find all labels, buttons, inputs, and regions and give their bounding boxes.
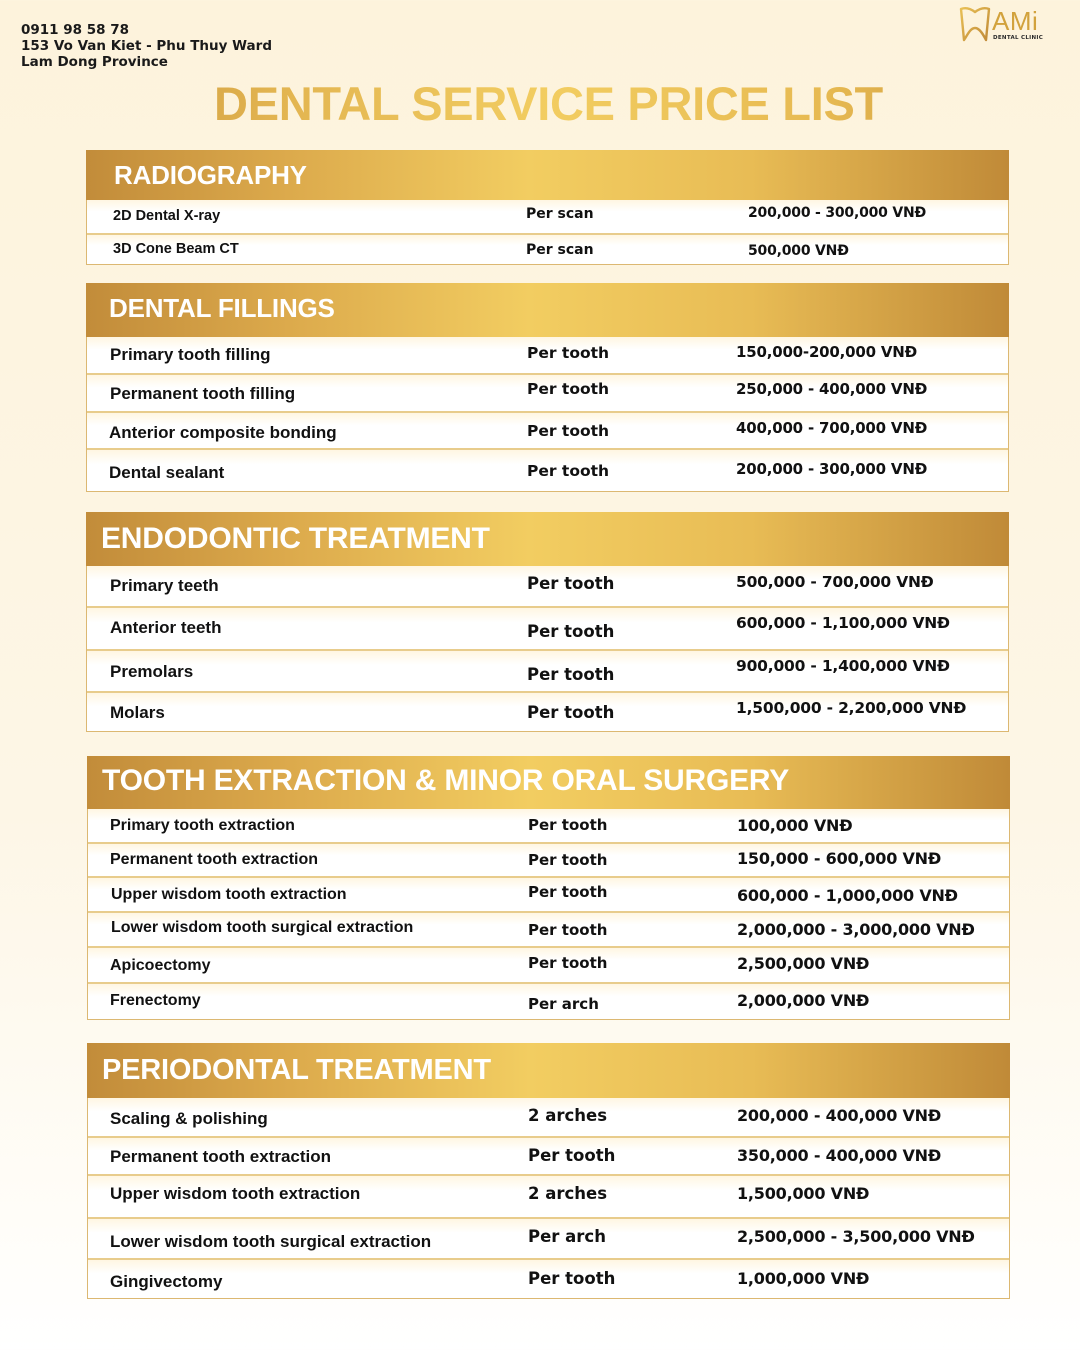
- service-name: Frenectomy: [110, 992, 201, 1009]
- clinic-logo: [958, 6, 1048, 46]
- service-name: Dental sealant: [109, 463, 225, 482]
- table-row: [88, 946, 1009, 982]
- service-name: Upper wisdom tooth extraction: [111, 886, 347, 903]
- logo-brand: AMi: [992, 6, 1039, 36]
- phone-number: 0911 98 58 78: [21, 22, 130, 38]
- service-unit: Per arch: [528, 1227, 606, 1246]
- service-unit: Per tooth: [528, 883, 608, 901]
- service-name: Primary tooth extraction: [110, 817, 295, 834]
- service-price: 100,000 VNĐ: [737, 816, 853, 835]
- section-header: [87, 756, 1010, 809]
- service-price: 1,500,000 - 2,200,000 VNĐ: [736, 699, 967, 717]
- table-row: [87, 448, 1008, 491]
- service-price: 400,000 - 700,000 VNĐ: [736, 419, 928, 437]
- service-name: Scaling & polishing: [110, 1109, 268, 1128]
- service-price: 200,000 - 300,000 VNĐ: [736, 460, 928, 478]
- service-unit: Per tooth: [528, 921, 608, 939]
- service-price: 2,500,000 VNĐ: [737, 954, 870, 973]
- section-header: [86, 512, 1009, 566]
- section-dental-fillings: [86, 283, 1009, 492]
- table-row: [87, 606, 1008, 649]
- contact-info: [21, 22, 272, 70]
- service-unit: Per tooth: [527, 344, 610, 362]
- service-name: Anterior composite bonding: [109, 423, 337, 442]
- service-price: 600,000 - 1,000,000 VNĐ: [737, 886, 958, 905]
- service-name: Premolars: [110, 662, 194, 681]
- table-row: [88, 1174, 1009, 1217]
- service-unit: Per scan: [526, 242, 594, 258]
- service-unit: Per tooth: [527, 703, 615, 722]
- service-unit: Per arch: [528, 995, 599, 1013]
- service-price: 150,000-200,000 VNĐ: [736, 343, 918, 361]
- service-name: Apicoectomy: [110, 957, 211, 974]
- service-name: Primary tooth filling: [110, 345, 271, 364]
- section-endodontic-treatment: [86, 512, 1009, 732]
- service-price: 2,500,000 - 3,500,000 VNĐ: [737, 1227, 975, 1246]
- price-table: [87, 809, 1010, 1020]
- service-name: Upper wisdom tooth extraction: [110, 1184, 361, 1203]
- service-unit: Per tooth: [527, 622, 615, 641]
- section-header: [86, 283, 1009, 337]
- service-price: 150,000 - 600,000 VNĐ: [737, 849, 942, 868]
- price-table: [86, 566, 1009, 732]
- service-price: 350,000 - 400,000 VNĐ: [737, 1146, 942, 1165]
- table-row: [88, 876, 1009, 911]
- service-name: Lower wisdom tooth surgical extraction: [110, 1232, 432, 1251]
- service-name: Lower wisdom tooth surgical extraction: [111, 919, 414, 936]
- service-price: 1,500,000 VNĐ: [737, 1184, 870, 1203]
- service-unit: Per tooth: [528, 816, 608, 834]
- section-header: [86, 150, 1009, 200]
- service-unit: Per scan: [526, 206, 594, 222]
- service-price: 600,000 - 1,100,000 VNĐ: [736, 614, 950, 632]
- section-title: TOOTH EXTRACTION & MINOR ORAL SURGERY: [102, 764, 790, 797]
- table-row: [88, 809, 1009, 842]
- service-price: 900,000 - 1,400,000 VNĐ: [736, 657, 950, 675]
- section-title: ENDODONTIC TREATMENT: [101, 522, 490, 555]
- table-row: [88, 842, 1009, 876]
- table-row: [88, 1136, 1009, 1174]
- service-name: Molars: [110, 703, 165, 722]
- service-price: 2,000,000 - 3,000,000 VNĐ: [737, 920, 975, 939]
- section-title: DENTAL FILLINGS: [109, 293, 335, 323]
- section-title: PERIODONTAL TREATMENT: [102, 1054, 491, 1086]
- table-row: [88, 982, 1009, 1019]
- table-row: [87, 649, 1008, 691]
- table-row: [87, 411, 1008, 448]
- service-unit: 2 arches: [528, 1106, 608, 1125]
- service-name: Primary teeth: [110, 576, 219, 595]
- service-price: 500,000 - 700,000 VNĐ: [736, 573, 934, 591]
- service-name: Anterior teeth: [110, 618, 222, 637]
- service-unit: Per tooth: [528, 1269, 616, 1288]
- service-unit: Per tooth: [527, 665, 615, 684]
- service-price: 200,000 - 400,000 VNĐ: [737, 1106, 942, 1125]
- page-title: DENTAL SERVICE PRICE LIST: [0, 78, 1080, 130]
- service-name: 2D Dental X-ray: [113, 208, 221, 224]
- service-name: Permanent tooth extraction: [110, 851, 319, 868]
- service-price: 250,000 - 400,000 VNĐ: [736, 380, 928, 398]
- section-radiography: [86, 150, 1009, 265]
- table-row: [88, 1217, 1009, 1258]
- table-row: [87, 337, 1008, 373]
- section-header: [87, 1043, 1010, 1098]
- tooth-icon: [958, 6, 992, 44]
- table-row: [88, 1098, 1009, 1136]
- service-name: 3D Cone Beam CT: [113, 241, 239, 257]
- service-name: Permanent tooth filling: [110, 384, 296, 403]
- service-unit: Per tooth: [527, 574, 615, 593]
- service-unit: Per tooth: [527, 422, 610, 440]
- section-periodontal-treatment: [87, 1043, 1010, 1299]
- service-unit: Per tooth: [527, 462, 610, 480]
- table-row: [88, 911, 1009, 946]
- price-table: [86, 337, 1009, 492]
- service-name: Gingivectomy: [110, 1272, 223, 1291]
- service-unit: 2 arches: [528, 1184, 608, 1203]
- section-title: RADIOGRAPHY: [114, 160, 307, 190]
- table-row: [87, 200, 1008, 233]
- logo-subtitle: DENTAL CLINIC: [993, 35, 1044, 41]
- service-unit: Per tooth: [528, 851, 608, 869]
- section-tooth-extraction: [87, 756, 1010, 1020]
- service-price: 2,000,000 VNĐ: [737, 991, 870, 1010]
- table-row: [87, 566, 1008, 606]
- table-row: [87, 233, 1008, 264]
- address-line-1: 153 Vo Van Kiet - Phu Thuy Ward: [21, 38, 272, 54]
- price-table: [86, 200, 1009, 265]
- service-price: 200,000 - 300,000 VNĐ: [748, 205, 927, 221]
- table-row: [87, 691, 1008, 731]
- price-table: [87, 1098, 1010, 1299]
- address-line-2: Lam Dong Province: [21, 54, 168, 70]
- table-row: [88, 1258, 1009, 1298]
- service-unit: Per tooth: [528, 954, 608, 972]
- table-row: [87, 373, 1008, 411]
- service-unit: Per tooth: [528, 1146, 616, 1165]
- service-price: 500,000 VNĐ: [748, 243, 849, 259]
- service-unit: Per tooth: [527, 380, 610, 398]
- service-price: 1,000,000 VNĐ: [737, 1269, 870, 1288]
- service-name: Permanent tooth extraction: [110, 1147, 332, 1166]
